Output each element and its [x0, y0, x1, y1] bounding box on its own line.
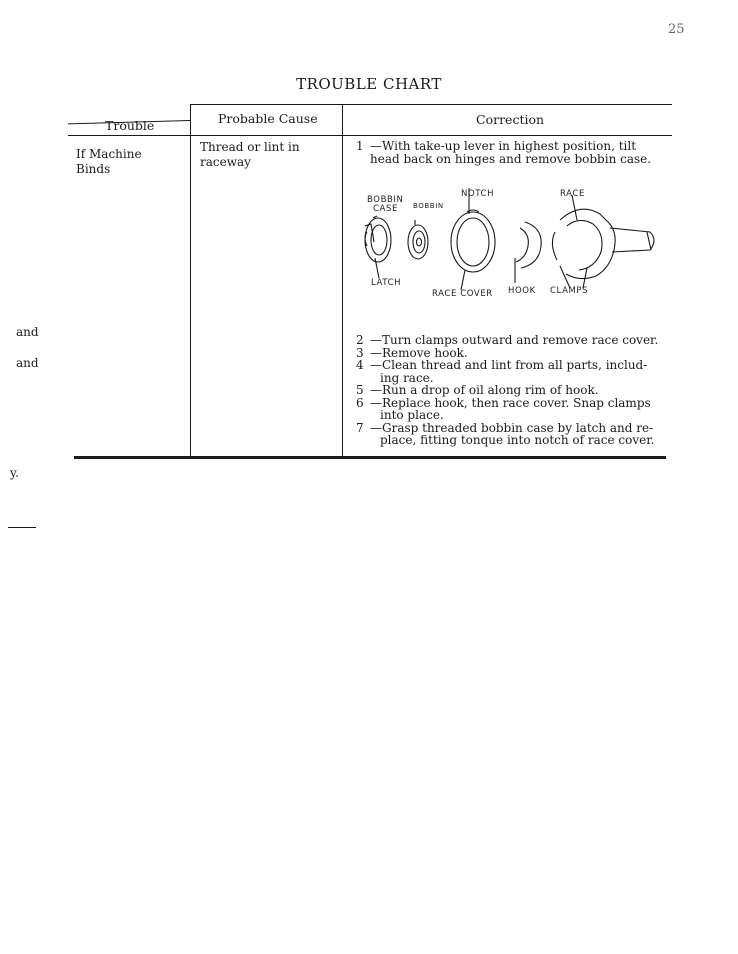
correction-step: 5 —Run a drop of oil along rim of hook.: [356, 383, 599, 397]
label-hook: HOOK: [508, 286, 536, 296]
column-divider: [342, 104, 343, 457]
race-clamps-icon: [552, 195, 654, 279]
label-clamps: CLAMPS: [550, 286, 589, 296]
hook-icon: [515, 222, 541, 283]
label-bobbin: BOBBIN: [413, 202, 444, 210]
correction-step-1: 1 —With take-up lever in highest position, tilt head back on hinges and remove bobbin case.: [356, 139, 652, 166]
page-title: TROUBLE CHART: [296, 75, 442, 93]
margin-word: y.: [10, 466, 19, 480]
header-probable-cause: Probable Cause: [218, 111, 318, 126]
margin-word: and: [16, 325, 39, 339]
margin-rule: [8, 527, 36, 528]
label-bobbin-case: BOBBIN CASE: [367, 195, 404, 214]
label-race-cover: RACE COVER: [432, 289, 493, 299]
header-correction: Correction: [476, 112, 545, 127]
table-bottom-rule: [74, 456, 666, 459]
trouble-cell: If Machine Binds: [76, 147, 142, 176]
header-trouble: Trouble: [105, 118, 155, 133]
column-divider: [190, 104, 191, 457]
bobbin-icon: [408, 220, 428, 259]
correction-steps: [356, 334, 660, 447]
label-race: RACE: [560, 189, 585, 199]
page-number: 25: [668, 22, 685, 37]
label-notch: NOTCH: [461, 189, 495, 199]
correction-step: 2 —Turn clamps outward and remove race cover.: [356, 333, 659, 347]
margin-word: and: [16, 356, 39, 370]
diagram-drawing: [355, 180, 665, 300]
cause-cell: Thread or lint in raceway: [200, 140, 300, 169]
correction-step: 7 —Grasp threaded bobbin case by latch and re- place, fitting tonque into notch of race cover.: [356, 420, 655, 447]
header-rule: [68, 135, 672, 136]
correction-step: 3 —Remove hook.: [356, 345, 468, 360]
correction-step: 4 —Clean thread and lint from all parts, includ- ing race.: [356, 358, 648, 385]
bobbin-case-icon: [365, 216, 391, 262]
table-top-rule: [190, 104, 672, 105]
race-cover-icon: [451, 188, 495, 272]
correction-step: 6 —Replace hook, then race cover. Snap clamps into place.: [356, 395, 651, 422]
label-latch: LATCH: [371, 278, 402, 288]
